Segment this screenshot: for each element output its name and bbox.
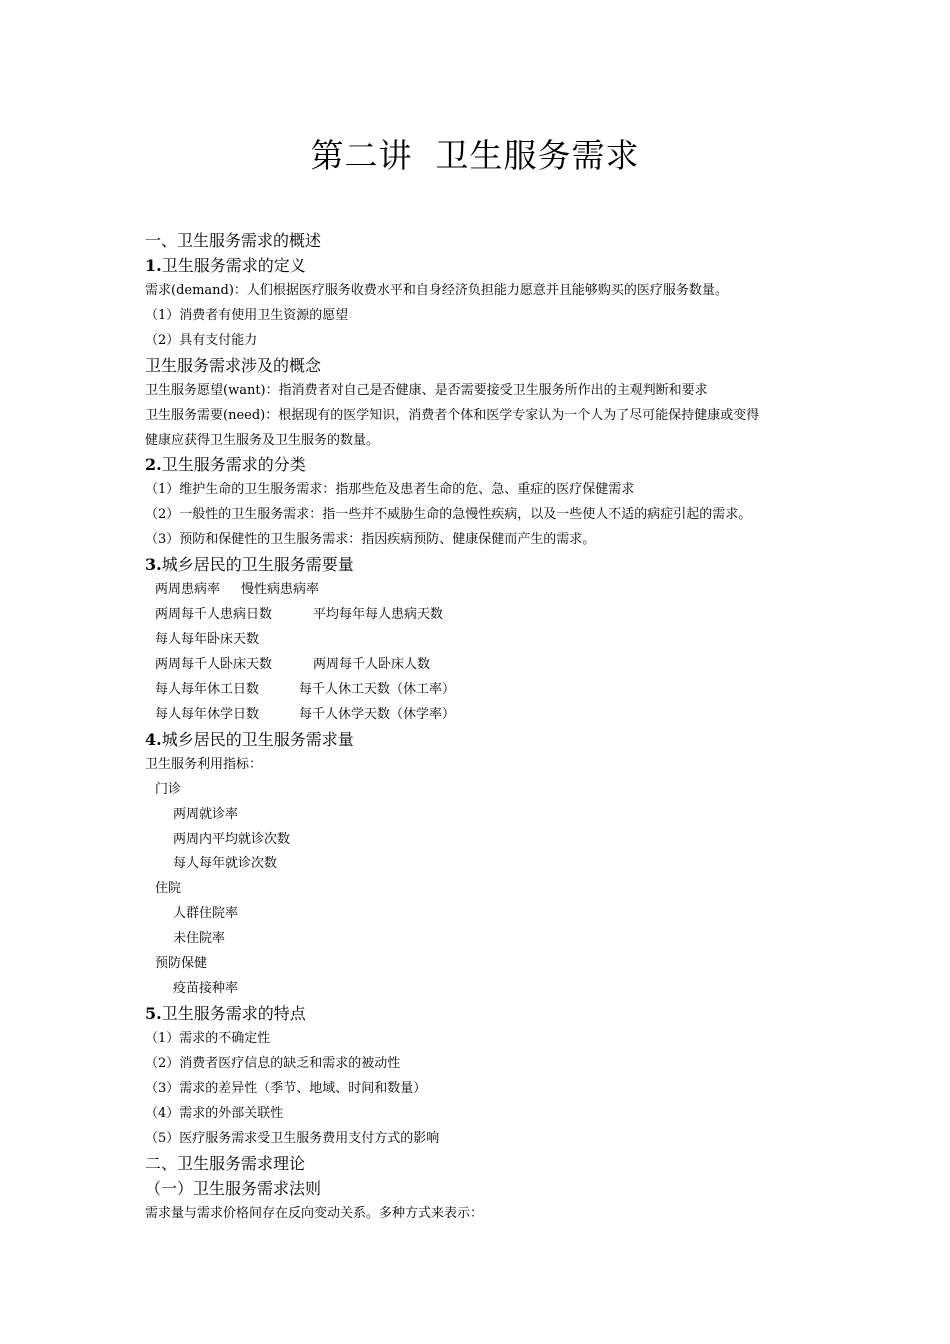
outpatient-indicator: 每人每年就诊次数 [173, 856, 278, 872]
need-indicator-row [145, 653, 825, 678]
subheading-5-text: 卫生服务需求的特点 [161, 1004, 306, 1024]
need-indicator-row [145, 603, 825, 628]
subheading-2-text: 卫生服务需求的分类 [161, 455, 306, 475]
section-heading-2: 二、卫生服务需求理论 [145, 1153, 306, 1173]
demand-law-text: 需求量与需求价格间存在反向变动关系。多种方式来表示： [145, 1205, 484, 1221]
document-body [145, 229, 825, 1227]
subheading-2-number: 2. [145, 455, 162, 475]
subheading-3 [145, 553, 825, 578]
utilization-label: 卫生服务利用指标： [145, 756, 263, 772]
section-2-subheading-1: （一）卫生服务需求法则 [145, 1178, 322, 1198]
need-indicator-left: 每人每年卧床天数 [155, 632, 260, 647]
need-indicator-row [145, 628, 825, 653]
inpatient-indicator: 人群住院率 [173, 906, 239, 922]
subheading-4 [145, 728, 825, 753]
subheading-1 [145, 254, 825, 279]
need-indicator-left: 两周患病率 [155, 582, 221, 598]
need-indicator-left: 每人每年休学日数 [155, 706, 260, 722]
need-indicator-right: 平均每年每人患病天数 [313, 607, 444, 623]
feature-item-5: （5）医疗服务需求受卫生服务费用支付方式的影响 [145, 1130, 440, 1146]
need-indicator-left: 两周每千人患病日数 [155, 607, 273, 623]
need-indicator-row [145, 678, 825, 703]
subheading-5-number: 5. [145, 1004, 162, 1024]
demand-definition: 需求(demand)：人们根据医疗服务收费水平和自身经济负担能力愿意并且能够购买的医疗服务数量。 [145, 282, 728, 298]
definition-item-2: （2）具有支付能力 [145, 332, 258, 348]
definition-item-1: （1）消费者有使用卫生资源的愿望 [145, 307, 349, 323]
subheading-2 [145, 453, 825, 478]
subheading-1-number: 1. [145, 255, 162, 275]
feature-item-3: （3）需求的差异性（季节、地域、时间和数量） [145, 1080, 427, 1096]
subheading-3-text: 城乡居民的卫生服务需要量 [161, 555, 354, 575]
inpatient-indicator: 未住院率 [173, 931, 226, 947]
page-title: 第二讲 卫生服务需求 [310, 136, 640, 175]
need-indicator-right: 每千人休学天数（休学率） [299, 706, 456, 722]
section-heading-1: 一、卫生服务需求的概述 [145, 231, 322, 250]
need-indicator-right: 慢性病患病率 [241, 582, 320, 598]
feature-item-4: （4）需求的外部关联性 [145, 1105, 284, 1121]
feature-item-1: （1）需求的不确定性 [145, 1031, 271, 1046]
concepts-heading: 卫生服务需求涉及的概念 [145, 355, 322, 375]
need-indicator-right: 两周每千人卧床人数 [313, 656, 431, 672]
need-indicator-row [145, 703, 825, 728]
need-indicator-right: 每千人休工天数（休工率） [299, 681, 456, 697]
classification-item-2: （2）一般性的卫生服务需求：指一些并不威胁生命的急慢性疾病，以及一些使人不适的病症引起的需求。 [145, 507, 752, 523]
subheading-5 [145, 1002, 825, 1027]
feature-item-2: （2）消费者医疗信息的缺乏和需求的被动性 [145, 1055, 401, 1071]
need-indicator-left: 两周每千人卧床天数 [155, 656, 273, 672]
subheading-4-number: 4. [145, 729, 162, 749]
outpatient-indicator: 两周就诊率 [173, 806, 239, 822]
need-indicator-left: 每人每年休工日数 [155, 681, 260, 697]
need-indicator-row [145, 578, 825, 603]
outpatient-indicator: 两周内平均就诊次数 [173, 831, 291, 847]
prevention-indicator: 疫苗接种率 [173, 981, 239, 997]
subheading-4-text: 城乡居民的卫生服务需求量 [161, 729, 354, 749]
need-definition-line-2: 健康应获得卫生服务及卫生服务的数量。 [145, 432, 380, 448]
subheading-1-text: 卫生服务需求的定义 [161, 255, 306, 275]
prevention-label: 预防保健 [155, 956, 208, 972]
subheading-3-number: 3. [145, 555, 162, 575]
inpatient-label: 住院 [155, 881, 182, 897]
want-definition: 卫生服务愿望(want)：指消费者对自己是否健康、是否需要接受卫生服务所作出的主观判断和要求 [145, 382, 708, 398]
classification-item-1: （1）维护生命的卫生服务需求：指那些危及患者生命的危、急、重症的医疗保健需求 [145, 482, 635, 498]
classification-item-3: （3）预防和保健性的卫生服务需求：指因疾病预防、健康保健而产生的需求。 [145, 532, 596, 548]
need-definition-line-1: 卫生服务需要(need)：根据现有的医学知识，消费者个体和医学专家认为一个人为了尽可能保持健康或变得 [145, 407, 760, 423]
outpatient-label: 门诊 [155, 781, 182, 797]
